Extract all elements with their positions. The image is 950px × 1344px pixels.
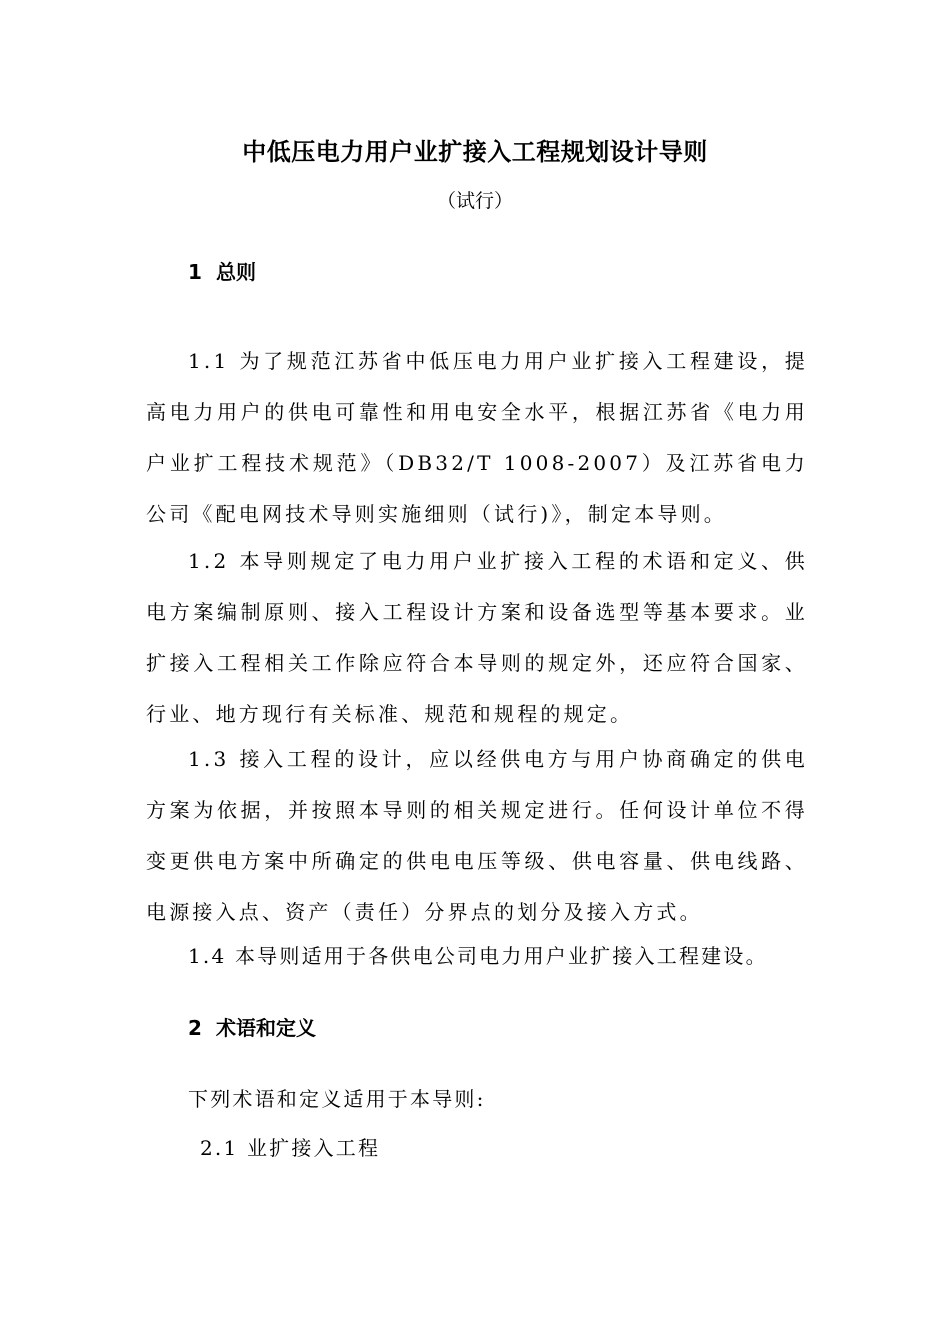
paragraph-1-2: 1.2 本导则规定了电力用户业扩接入工程的术语和定义、供电方案编制原则、接入工程设计方案和设备选型等基本要求。业扩接入工程相关工作除应符合本导则的规定外，还应符合国家、行业、地方现行有关标准、规范和规程的规定。 <box>146 549 808 726</box>
section-2-number: 2 <box>188 1016 202 1040</box>
document-title: 中低压电力用户业扩接入工程规划设计导则 <box>242 138 708 166</box>
section-2-heading <box>188 1013 316 1043</box>
section-1-heading <box>188 257 256 287</box>
section-1-title: 总则 <box>216 260 256 284</box>
paragraph-1-3: 1.3 接入工程的设计，应以经供电方与用户协商确定的供电方案为依据，并按照本导则的相关规定进行。任何设计单位不得变更供电方案中所确定的供电电压等级、供电容量、供电线路、电源接入点、资产（责任）分界点的划分及接入方式。 <box>146 747 808 924</box>
item-2-1: 2.1 业扩接入工程 <box>200 1136 381 1160</box>
paragraph-1-4: 1.4 本导则适用于各供电公司电力用户业扩接入工程建设。 <box>188 944 768 968</box>
paragraph-1-1: 1.1 为了规范江苏省中低压电力用户业扩接入工程建设，提高电力用户的供电可靠性和用电安全水平，根据江苏省《电力用户业扩工程技术规范》（DB32/T 1008-2007）及江苏省电力公司《配电网技术导则实施细则（试行)》，制定本导则。 <box>146 349 808 526</box>
section-2-intro: 下列术语和定义适用于本导则: <box>188 1087 486 1111</box>
section-1-number: 1 <box>188 260 202 284</box>
section-2-title: 术语和定义 <box>216 1016 316 1040</box>
document-subtitle: （试行） <box>436 190 513 212</box>
